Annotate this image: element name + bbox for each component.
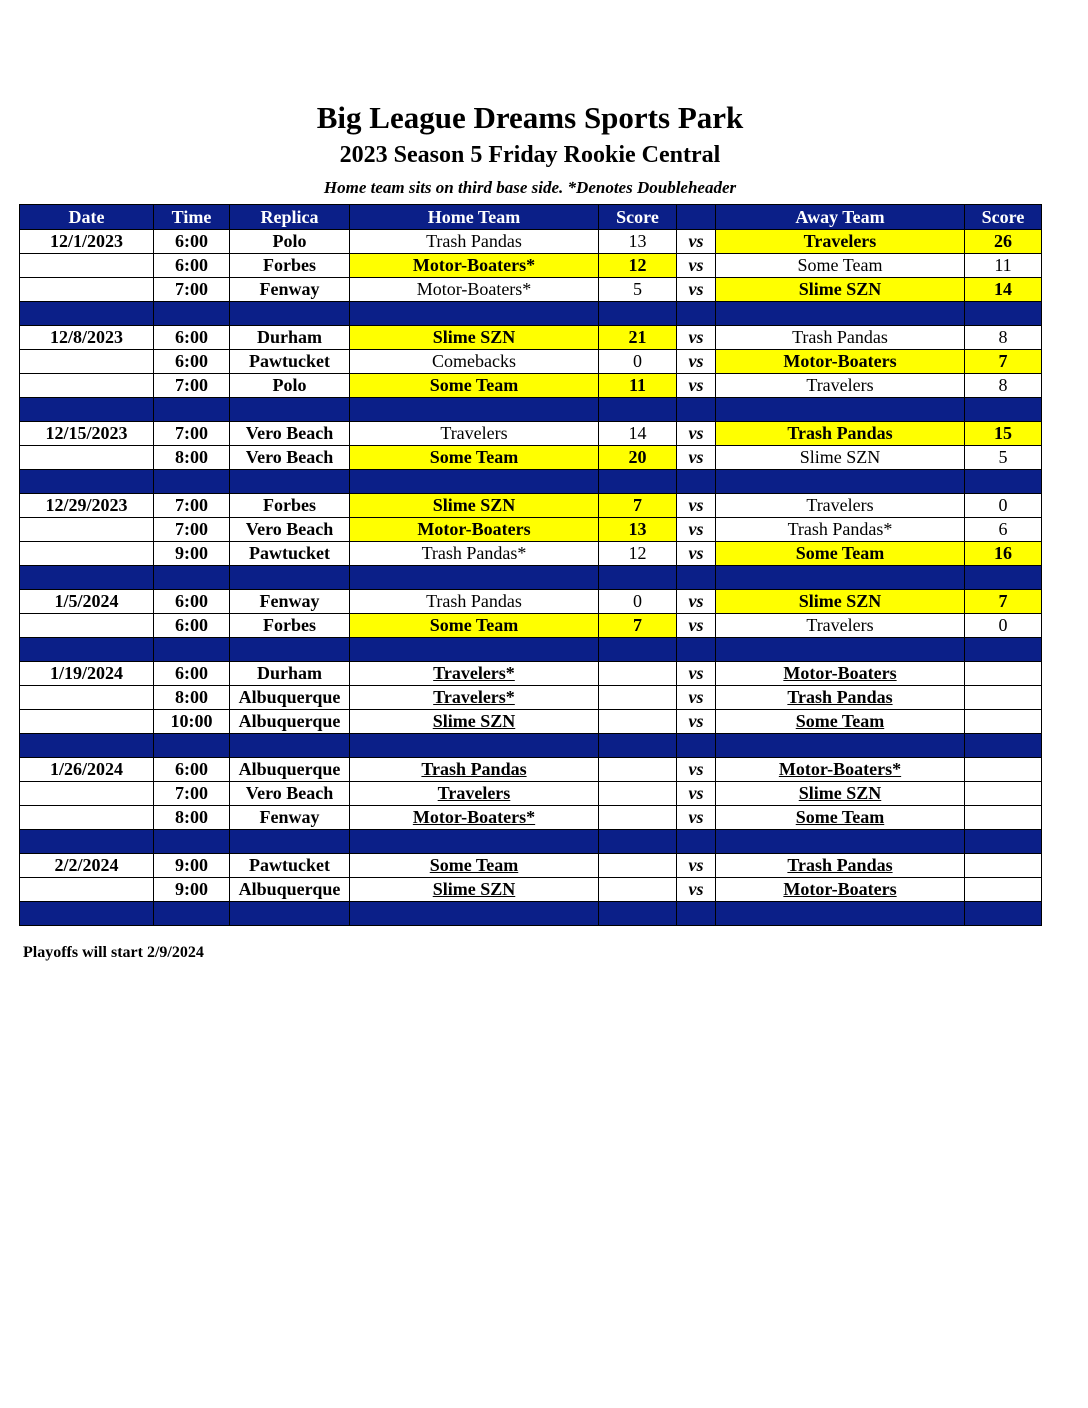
vs-label: vs <box>677 326 716 350</box>
home-team: Some Team <box>350 614 599 638</box>
separator-cell <box>20 566 154 590</box>
home-score <box>599 758 677 782</box>
away-team: Some Team <box>716 710 965 734</box>
home-team: Motor-Boaters* <box>350 254 599 278</box>
away-score: 14 <box>965 278 1042 302</box>
home-score <box>599 710 677 734</box>
game-time: 7:00 <box>154 374 230 398</box>
away-score <box>965 782 1042 806</box>
separator-cell <box>350 734 599 758</box>
home-team: Travelers* <box>350 686 599 710</box>
separator-cell <box>677 734 716 758</box>
vs-label: vs <box>677 854 716 878</box>
away-team: Motor-Boaters <box>716 878 965 902</box>
game-time: 7:00 <box>154 494 230 518</box>
page-subtitle: 2023 Season 5 Friday Rookie Central <box>339 142 721 168</box>
game-time: 10:00 <box>154 710 230 734</box>
home-score: 5 <box>599 278 677 302</box>
game-time: 6:00 <box>154 230 230 254</box>
game-replica: Polo <box>230 374 350 398</box>
schedule-note: Home team sits on third base side. *Denotes Doubleheader <box>323 178 737 197</box>
playoffs-note: Playoffs will start 2/9/2024 <box>23 944 204 961</box>
away-score: 5 <box>965 446 1042 470</box>
away-team: Trash Pandas* <box>716 518 965 542</box>
away-team: Travelers <box>716 494 965 518</box>
away-team: Trash Pandas <box>716 686 965 710</box>
game-row <box>20 230 1042 254</box>
game-row <box>20 686 1042 710</box>
week-separator <box>20 830 1042 854</box>
week-separator <box>20 470 1042 494</box>
game-time: 6:00 <box>154 614 230 638</box>
game-row <box>20 494 1042 518</box>
game-time: 6:00 <box>154 326 230 350</box>
game-row <box>20 446 1042 470</box>
game-row <box>20 806 1042 830</box>
away-team: Travelers <box>716 614 965 638</box>
game-time: 9:00 <box>154 854 230 878</box>
vs-label: vs <box>677 614 716 638</box>
game-time: 8:00 <box>154 806 230 830</box>
separator-cell <box>965 902 1042 926</box>
separator-cell <box>230 638 350 662</box>
away-team: Trash Pandas <box>716 422 965 446</box>
separator-cell <box>677 566 716 590</box>
col-away-score: Score <box>965 205 1042 230</box>
game-row <box>20 254 1042 278</box>
game-replica: Vero Beach <box>230 518 350 542</box>
away-score: 16 <box>965 542 1042 566</box>
separator-cell <box>716 830 965 854</box>
game-replica: Pawtucket <box>230 542 350 566</box>
game-replica: Fenway <box>230 806 350 830</box>
game-row <box>20 374 1042 398</box>
schedule-table <box>19 204 1042 926</box>
separator-cell <box>599 638 677 662</box>
home-team: Some Team <box>350 446 599 470</box>
separator-cell <box>716 902 965 926</box>
game-date <box>20 878 154 902</box>
home-team: Motor-Boaters <box>350 518 599 542</box>
home-team: Travelers <box>350 422 599 446</box>
separator-cell <box>599 902 677 926</box>
separator-cell <box>350 902 599 926</box>
home-score: 7 <box>599 494 677 518</box>
col-vs <box>677 205 716 230</box>
game-row <box>20 662 1042 686</box>
separator-cell <box>677 470 716 494</box>
vs-label: vs <box>677 782 716 806</box>
vs-label: vs <box>677 806 716 830</box>
vs-label: vs <box>677 758 716 782</box>
separator-cell <box>154 734 230 758</box>
separator-cell <box>350 302 599 326</box>
away-team: Travelers <box>716 374 965 398</box>
game-replica: Albuquerque <box>230 758 350 782</box>
game-time: 6:00 <box>154 758 230 782</box>
home-team: Travelers <box>350 782 599 806</box>
game-replica: Albuquerque <box>230 686 350 710</box>
home-team: Trash Pandas <box>350 230 599 254</box>
home-team: Some Team <box>350 854 599 878</box>
col-replica: Replica <box>230 205 350 230</box>
game-time: 8:00 <box>154 446 230 470</box>
away-team: Slime SZN <box>716 446 965 470</box>
week-separator <box>20 638 1042 662</box>
away-score: 8 <box>965 326 1042 350</box>
separator-cell <box>20 638 154 662</box>
separator-cell <box>20 470 154 494</box>
game-replica: Albuquerque <box>230 878 350 902</box>
game-date: 1/19/2024 <box>20 662 154 686</box>
game-replica: Pawtucket <box>230 854 350 878</box>
week-separator <box>20 566 1042 590</box>
separator-cell <box>677 398 716 422</box>
game-time: 6:00 <box>154 254 230 278</box>
week-separator <box>20 734 1042 758</box>
separator-cell <box>154 638 230 662</box>
game-row <box>20 614 1042 638</box>
separator-cell <box>350 398 599 422</box>
separator-cell <box>350 830 599 854</box>
away-score <box>965 686 1042 710</box>
away-team: Slime SZN <box>716 782 965 806</box>
home-score <box>599 686 677 710</box>
away-team: Travelers <box>716 230 965 254</box>
game-time: 6:00 <box>154 590 230 614</box>
separator-cell <box>350 470 599 494</box>
home-team: Trash Pandas* <box>350 542 599 566</box>
home-team: Trash Pandas <box>350 590 599 614</box>
game-date: 12/29/2023 <box>20 494 154 518</box>
away-score <box>965 710 1042 734</box>
separator-cell <box>154 566 230 590</box>
away-team: Trash Pandas <box>716 854 965 878</box>
game-date <box>20 518 154 542</box>
game-row <box>20 758 1042 782</box>
separator-cell <box>599 566 677 590</box>
vs-label: vs <box>677 494 716 518</box>
vs-label: vs <box>677 542 716 566</box>
game-row <box>20 326 1042 350</box>
away-score: 6 <box>965 518 1042 542</box>
game-replica: Vero Beach <box>230 782 350 806</box>
away-score: 7 <box>965 590 1042 614</box>
home-team: Slime SZN <box>350 710 599 734</box>
home-score: 21 <box>599 326 677 350</box>
separator-cell <box>230 902 350 926</box>
game-date <box>20 278 154 302</box>
vs-label: vs <box>677 446 716 470</box>
home-team: Travelers* <box>350 662 599 686</box>
home-score: 20 <box>599 446 677 470</box>
away-team: Some Team <box>716 542 965 566</box>
separator-cell <box>965 302 1042 326</box>
game-time: 6:00 <box>154 662 230 686</box>
away-score: 8 <box>965 374 1042 398</box>
col-away-team: Away Team <box>716 205 965 230</box>
week-separator <box>20 302 1042 326</box>
game-row <box>20 878 1042 902</box>
home-team: Comebacks <box>350 350 599 374</box>
vs-label: vs <box>677 518 716 542</box>
separator-cell <box>716 566 965 590</box>
game-date <box>20 374 154 398</box>
separator-cell <box>20 830 154 854</box>
home-score <box>599 806 677 830</box>
separator-cell <box>965 470 1042 494</box>
vs-label: vs <box>677 686 716 710</box>
separator-cell <box>965 830 1042 854</box>
separator-cell <box>965 638 1042 662</box>
game-time: 7:00 <box>154 782 230 806</box>
home-team: Motor-Boaters* <box>350 278 599 302</box>
game-date <box>20 542 154 566</box>
game-date: 12/8/2023 <box>20 326 154 350</box>
separator-cell <box>716 734 965 758</box>
vs-label: vs <box>677 878 716 902</box>
separator-cell <box>599 398 677 422</box>
game-date <box>20 710 154 734</box>
away-team: Motor-Boaters* <box>716 758 965 782</box>
game-row <box>20 854 1042 878</box>
col-time: Time <box>154 205 230 230</box>
home-score <box>599 662 677 686</box>
game-row <box>20 782 1042 806</box>
game-replica: Durham <box>230 326 350 350</box>
home-score: 14 <box>599 422 677 446</box>
separator-cell <box>230 398 350 422</box>
game-date <box>20 446 154 470</box>
separator-cell <box>20 902 154 926</box>
game-time: 8:00 <box>154 686 230 710</box>
separator-cell <box>230 734 350 758</box>
separator-cell <box>716 470 965 494</box>
separator-cell <box>599 302 677 326</box>
game-row <box>20 278 1042 302</box>
game-time: 7:00 <box>154 278 230 302</box>
separator-cell <box>154 830 230 854</box>
game-replica: Polo <box>230 230 350 254</box>
game-date: 1/26/2024 <box>20 758 154 782</box>
away-score <box>965 878 1042 902</box>
separator-cell <box>350 638 599 662</box>
home-score: 13 <box>599 230 677 254</box>
separator-cell <box>599 830 677 854</box>
game-date <box>20 806 154 830</box>
home-score: 0 <box>599 590 677 614</box>
home-team: Slime SZN <box>350 326 599 350</box>
game-replica: Albuquerque <box>230 710 350 734</box>
game-row <box>20 518 1042 542</box>
week-separator <box>20 902 1042 926</box>
game-row <box>20 422 1042 446</box>
separator-cell <box>154 302 230 326</box>
game-time: 7:00 <box>154 518 230 542</box>
away-score: 15 <box>965 422 1042 446</box>
away-team: Slime SZN <box>716 278 965 302</box>
home-score <box>599 782 677 806</box>
separator-cell <box>20 302 154 326</box>
separator-cell <box>20 398 154 422</box>
vs-label: vs <box>677 662 716 686</box>
vs-label: vs <box>677 590 716 614</box>
home-score <box>599 854 677 878</box>
page-title: Big League Dreams Sports Park <box>316 100 744 135</box>
home-score: 0 <box>599 350 677 374</box>
separator-cell <box>677 302 716 326</box>
game-row <box>20 542 1042 566</box>
vs-label: vs <box>677 278 716 302</box>
game-replica: Pawtucket <box>230 350 350 374</box>
separator-cell <box>230 830 350 854</box>
separator-cell <box>154 470 230 494</box>
col-date: Date <box>20 205 154 230</box>
game-date: 12/1/2023 <box>20 230 154 254</box>
game-date: 1/5/2024 <box>20 590 154 614</box>
separator-cell <box>965 566 1042 590</box>
game-date <box>20 350 154 374</box>
game-date <box>20 254 154 278</box>
away-team: Motor-Boaters <box>716 350 965 374</box>
game-replica: Fenway <box>230 590 350 614</box>
away-score <box>965 662 1042 686</box>
game-replica: Durham <box>230 662 350 686</box>
game-date: 12/15/2023 <box>20 422 154 446</box>
separator-cell <box>716 638 965 662</box>
separator-cell <box>677 638 716 662</box>
away-score: 26 <box>965 230 1042 254</box>
separator-cell <box>965 398 1042 422</box>
vs-label: vs <box>677 710 716 734</box>
separator-cell <box>965 734 1042 758</box>
game-row <box>20 710 1042 734</box>
col-home-team: Home Team <box>350 205 599 230</box>
separator-cell <box>716 302 965 326</box>
game-replica: Vero Beach <box>230 422 350 446</box>
game-time: 9:00 <box>154 878 230 902</box>
separator-cell <box>230 566 350 590</box>
home-score: 12 <box>599 542 677 566</box>
game-time: 6:00 <box>154 350 230 374</box>
vs-label: vs <box>677 374 716 398</box>
game-replica: Forbes <box>230 254 350 278</box>
vs-label: vs <box>677 422 716 446</box>
separator-cell <box>599 470 677 494</box>
vs-label: vs <box>677 350 716 374</box>
home-score: 11 <box>599 374 677 398</box>
separator-cell <box>154 398 230 422</box>
away-score: 7 <box>965 350 1042 374</box>
vs-label: vs <box>677 254 716 278</box>
game-date <box>20 614 154 638</box>
separator-cell <box>154 902 230 926</box>
away-team: Some Team <box>716 806 965 830</box>
game-time: 7:00 <box>154 422 230 446</box>
game-replica: Fenway <box>230 278 350 302</box>
game-row <box>20 590 1042 614</box>
home-score: 12 <box>599 254 677 278</box>
separator-cell <box>677 830 716 854</box>
home-team: Motor-Boaters* <box>350 806 599 830</box>
separator-cell <box>230 302 350 326</box>
separator-cell <box>20 734 154 758</box>
game-replica: Forbes <box>230 614 350 638</box>
home-team: Trash Pandas <box>350 758 599 782</box>
game-replica: Vero Beach <box>230 446 350 470</box>
separator-cell <box>599 734 677 758</box>
away-score: 0 <box>965 614 1042 638</box>
home-score: 7 <box>599 614 677 638</box>
home-team: Some Team <box>350 374 599 398</box>
game-row <box>20 350 1042 374</box>
game-replica: Forbes <box>230 494 350 518</box>
away-team: Some Team <box>716 254 965 278</box>
home-team: Slime SZN <box>350 878 599 902</box>
away-score: 0 <box>965 494 1042 518</box>
home-score: 13 <box>599 518 677 542</box>
schedule-body <box>20 230 1042 926</box>
vs-label: vs <box>677 230 716 254</box>
away-team: Slime SZN <box>716 590 965 614</box>
separator-cell <box>716 398 965 422</box>
col-home-score: Score <box>599 205 677 230</box>
header-row <box>20 205 1042 230</box>
game-date <box>20 686 154 710</box>
separator-cell <box>350 566 599 590</box>
away-score: 11 <box>965 254 1042 278</box>
game-time: 9:00 <box>154 542 230 566</box>
separator-cell <box>677 902 716 926</box>
week-separator <box>20 398 1042 422</box>
away-score <box>965 854 1042 878</box>
home-team: Slime SZN <box>350 494 599 518</box>
home-score <box>599 878 677 902</box>
away-team: Motor-Boaters <box>716 662 965 686</box>
separator-cell <box>230 470 350 494</box>
game-date: 2/2/2024 <box>20 854 154 878</box>
game-date <box>20 782 154 806</box>
away-team: Trash Pandas <box>716 326 965 350</box>
away-score <box>965 758 1042 782</box>
away-score <box>965 806 1042 830</box>
